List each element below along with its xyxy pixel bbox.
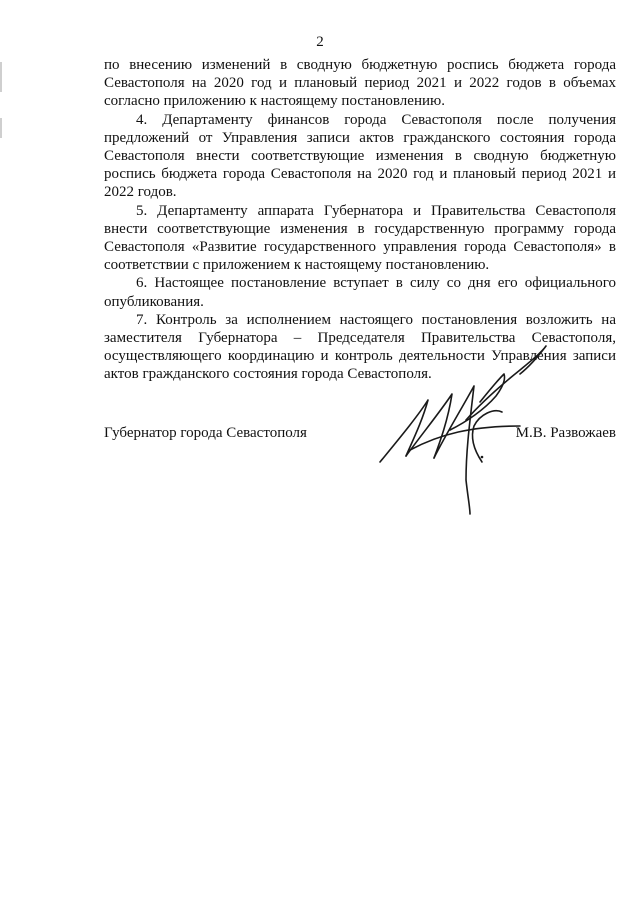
signature-stroke — [472, 411, 502, 462]
page-number: 2 — [316, 34, 324, 50]
paragraph-item-7: 7. Контроль за исполнением настоящего постановления возложить на заместителя Губернатора – Председателя Правительства Севастополя, осуществляющего координацию и контроль деятельности Управления записи актов гражданского состояния города Севастополя. — [104, 311, 616, 383]
scan-edge-mark — [0, 62, 2, 92]
signature-stroke — [380, 400, 428, 462]
scan-edge-mark — [0, 118, 2, 138]
signature-stroke — [466, 346, 546, 420]
paragraph-item-6: 6. Настоящее постановление вступает в силу со дня его официального опубликования. — [104, 275, 616, 310]
signer-name: М.В. Развожаев — [515, 425, 616, 441]
paragraph-continuation: по внесению изменений в сводную бюджетную роспись бюджета города Севастополя на 2020 год и плановый период 2021 и 2022 годов в объемах согласно приложению к настоящему постановлению. — [104, 57, 616, 110]
signature-dot — [481, 456, 484, 459]
signer-title: Губернатор города Севастополя — [104, 425, 307, 441]
handwritten-signature — [370, 330, 560, 520]
signature-stroke — [434, 386, 474, 514]
paragraph-item-5: 5. Департаменту аппарата Губернатора и Правительства Севастополя внести соответствующие изменения в государственную программу города Севастополя «Развитие государственного управления города Севастополя» в соответствии с приложением к настоящему постановлению. — [104, 202, 616, 274]
paragraph-item-4: 4. Департаменту финансов города Севастополя после получения предложений от Управления записи актов гражданского состояния города Севастополя внести соответствующие изменения в сводную бюджетную роспись бюджета города Севастополя на 2020 год и плановый период 2021 и 2022 годов. — [104, 111, 616, 201]
